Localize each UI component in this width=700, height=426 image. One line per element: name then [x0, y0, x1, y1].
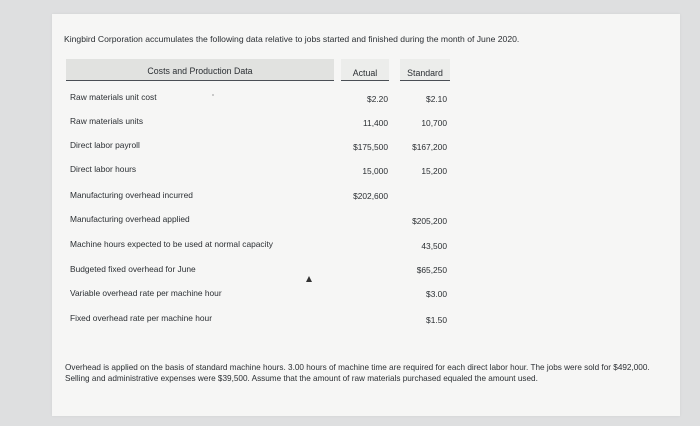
mouse-cursor-icon: [306, 276, 312, 282]
table-row: [66, 288, 450, 302]
row-standard-value: $1.50: [426, 315, 447, 325]
row-standard-value: $167,200: [412, 142, 447, 152]
row-standard-value: $65,250: [416, 265, 447, 275]
row-standard-value: $3.00: [426, 289, 447, 299]
row-actual-value: 11,400: [363, 118, 388, 128]
row-label: Manufacturing overhead incurred: [70, 190, 193, 200]
row-label: Direct labor payroll: [70, 140, 140, 150]
header-costs-and-production-data: Costs and Production Data: [66, 59, 334, 81]
row-label: Budgeted fixed overhead for June: [70, 264, 196, 274]
row-actual-value: 15,000: [362, 166, 388, 176]
row-label: Direct labor hours: [70, 164, 137, 174]
table-row: [66, 264, 450, 278]
row-standard-value: 10,700: [421, 118, 447, 128]
table-row: [66, 190, 450, 204]
row-actual-value: $202,600: [353, 191, 388, 201]
header-actual: Actual: [341, 59, 389, 81]
table-row: [66, 92, 450, 106]
row-actual-value: $175,500: [353, 142, 388, 152]
row-label: Raw materials units: [70, 116, 144, 126]
table-row: [66, 214, 450, 228]
row-standard-value: 43,500: [421, 241, 447, 251]
row-label: Variable overhead rate per machine hour: [70, 288, 222, 298]
table-row: [66, 164, 450, 178]
scan-speck: [212, 94, 214, 96]
row-label: Raw materials unit cost: [70, 92, 157, 102]
table-row: [66, 116, 450, 130]
intro-text: Kingbird Corporation accumulates the following data relative to jobs started and finished during the month of June 2020.: [64, 34, 520, 44]
row-standard-value: $205,200: [412, 216, 447, 226]
header-standard: Standard: [400, 59, 450, 81]
problem-note: Overhead is applied on the basis of standard machine hours. 3.00 hours of machine time are required for each direct labor hour. The jobs were sold for $492,000. Selling and administrative expenses were $39,500. Assume that the amount of raw materials purchased equaled the amount used.: [65, 363, 650, 384]
table-header: [66, 59, 450, 81]
table-row: [66, 140, 450, 154]
row-standard-value: 15,200: [421, 166, 447, 176]
row-label: Machine hours expected to be used at normal capacity: [70, 239, 273, 249]
row-label: Fixed overhead rate per machine hour: [70, 313, 212, 323]
row-label: Manufacturing overhead applied: [70, 214, 190, 224]
table-row: [66, 239, 450, 253]
row-standard-value: $2.10: [426, 94, 447, 104]
table-row: [66, 313, 450, 327]
row-actual-value: $2.20: [367, 94, 388, 104]
